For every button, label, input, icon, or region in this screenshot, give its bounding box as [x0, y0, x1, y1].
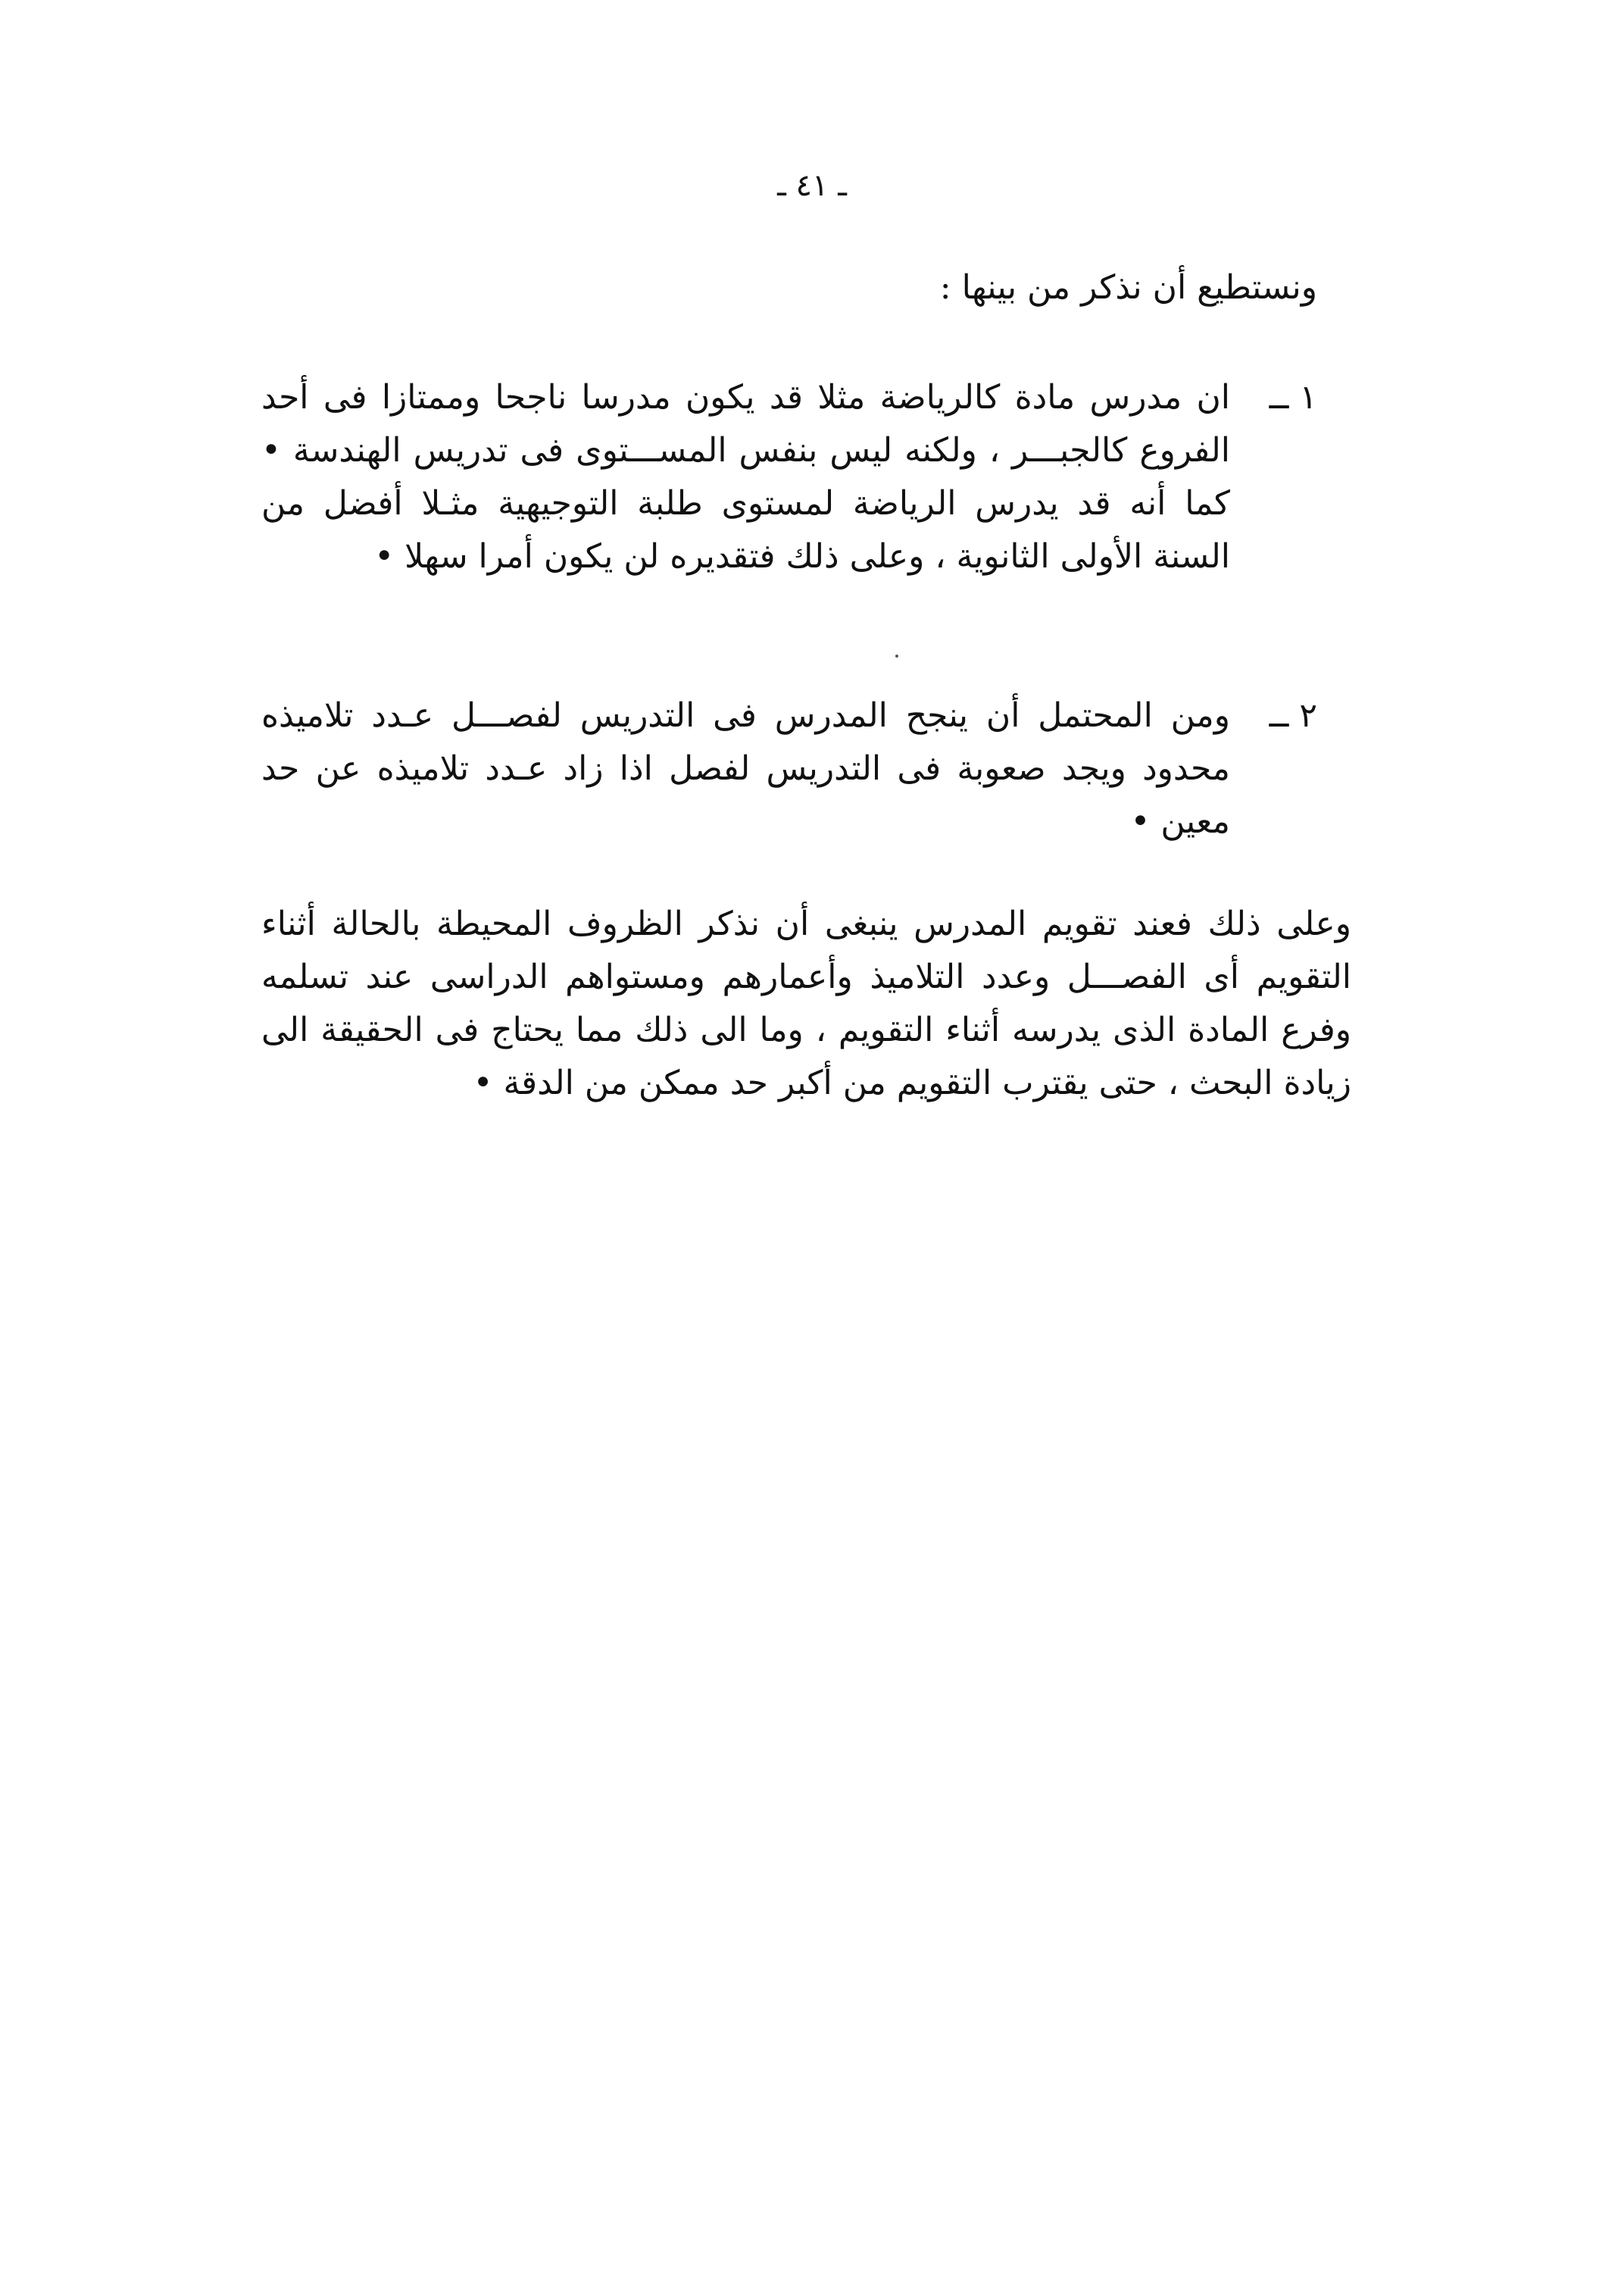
- list-item-number: ١ ــ: [1269, 378, 1317, 417]
- list-item: [261, 371, 1317, 652]
- intro-paragraph: ونستطيع أن نذكر من بينها :: [939, 268, 1317, 307]
- list-item-text: ان مدرس مادة كالرياضة مثلا قد يكون مدرسا ناجحا وممتازا فى أحد الفروع كالجبـــر ، ولكنه ليس بنفس المســـتوى فى تدريس الهندسة • كما أنه قد يدرس الرياضة لمستوى طلبة التوجيهية مثـلا أفضل من السنة الأولى الثانوية ، وعلى ذلك فتقديره لن يكون أمرا سهلا •: [261, 378, 1230, 576]
- list-item-text: ومن المحتمل أن ينجح المدرس فى التدريس لفصـــل عـدد تلاميذه محدود ويجد صعوبة فى التدريس لفصل اذا زاد عـدد تلاميذه عن حد معين •: [261, 696, 1230, 841]
- closing-paragraph: وعلى ذلك فعند تقويم المدرس ينبغى أن نذكر الظروف المحيطة بالحالة أثناء التقويم أى الفصـــل وعدد التلاميذ وأعمارهم ومستواهم الدراسى عند تسلمه وفرع المادة الذى يدرسه أثناء التقويم ، وما الى ذلك مما يحتاج فى الحقيقة الى زيادة البحث ، حتى يقترب التقويم من أكبر حد ممكن من الدقة •: [261, 905, 1351, 1102]
- list-item-number: ٢ ــ: [1269, 696, 1317, 735]
- scan-speck: [895, 655, 898, 658]
- page-number: ـ ٤١ ـ: [777, 168, 847, 203]
- list-item: [261, 689, 1317, 864]
